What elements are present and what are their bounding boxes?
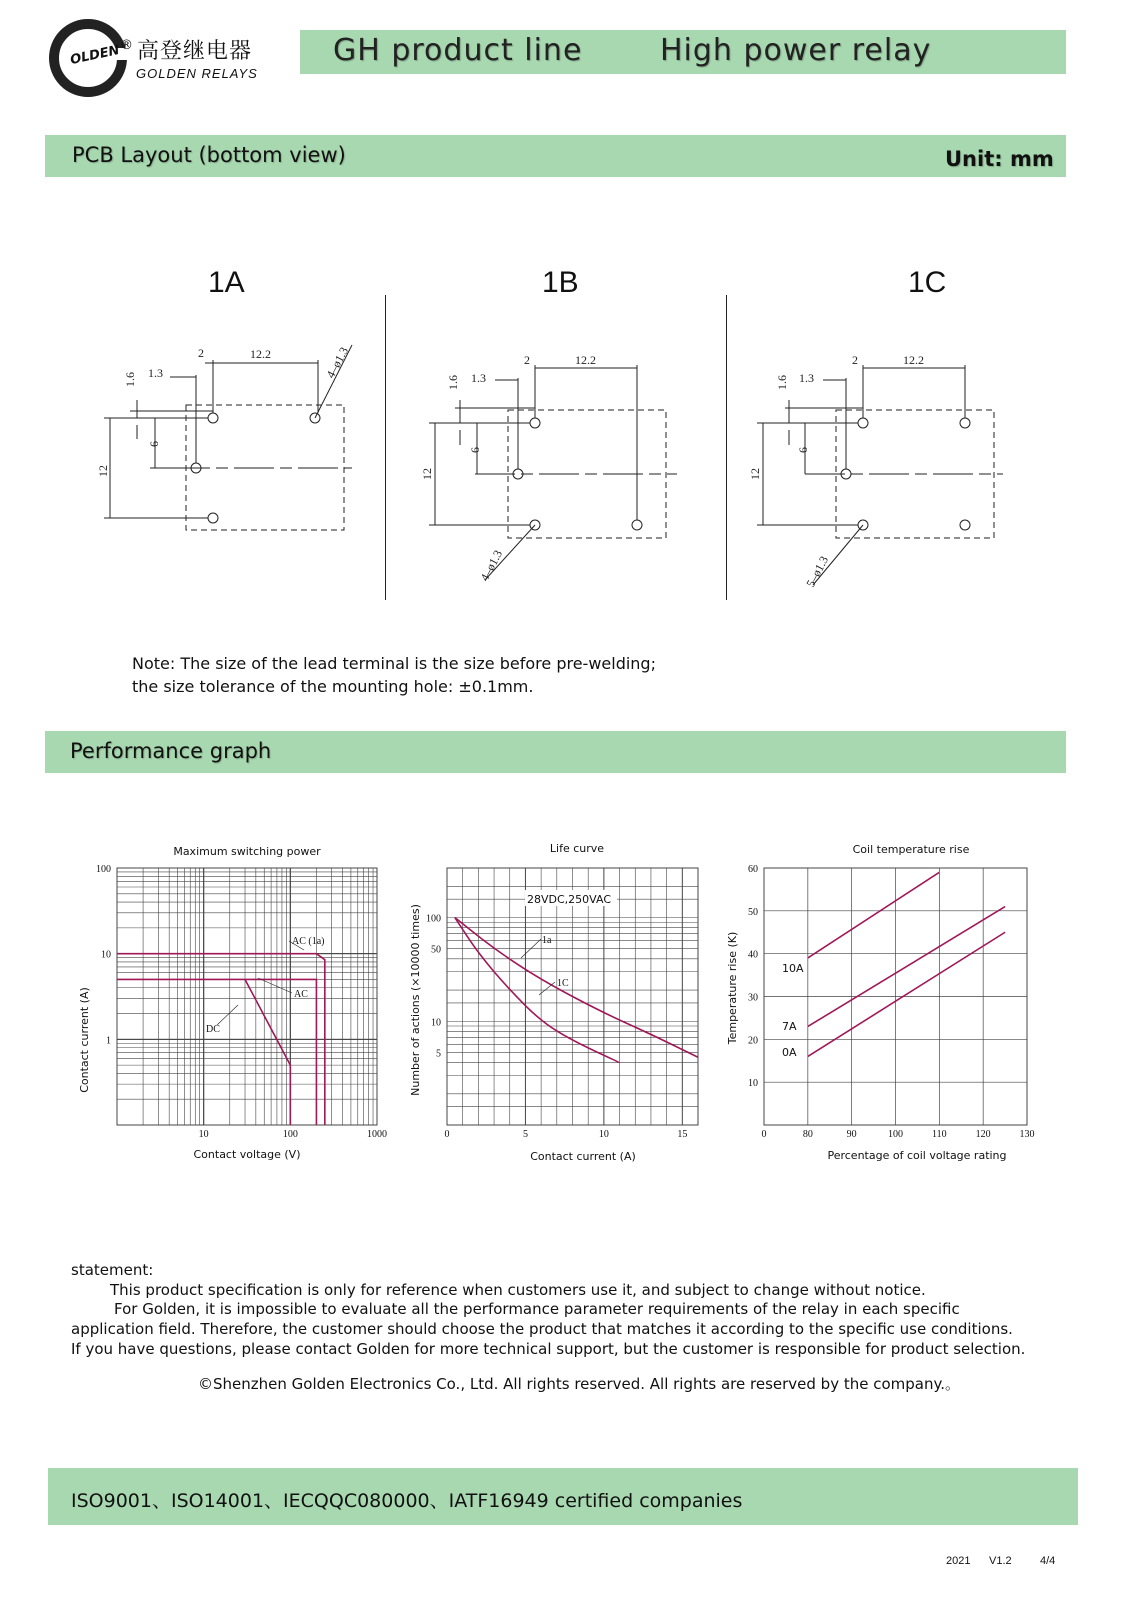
logo-letters: OLDEN (68, 42, 121, 69)
x-tick-label: 0 (444, 1129, 450, 1140)
y-tick-label: 100 (96, 864, 111, 875)
y-tick-label: 50 (431, 944, 441, 956)
statement-line3: application field. Therefore, the customer should choose the product that matches it according to the specific use conditions. (71, 1320, 1013, 1338)
statement-line4: If you have questions, please contact Golden for more technical support, but the customer is responsible for product selection. (71, 1340, 1026, 1358)
dim-6: 6 (147, 441, 161, 447)
hole-callout-1b: 4–ø1.3 (477, 547, 506, 584)
hole-callout-1c: 5–ø1.3 (803, 553, 832, 590)
dim-12-2: 12.2 (250, 347, 271, 361)
y-axis-label: Temperature rise (K) (726, 931, 739, 1045)
version-year: 2021 (946, 1555, 971, 1567)
series-label-10a: 10A (782, 962, 804, 975)
series-label-dc: DC (206, 1024, 220, 1035)
pcb-drawing-1c (745, 340, 1025, 595)
version-number: V1.2 (989, 1555, 1012, 1567)
pcb-drawing-1b (415, 340, 695, 590)
unit-label: Unit: mm (945, 147, 1054, 171)
series-label-1c: 1C (557, 978, 569, 989)
y-tick-label: 10 (431, 1017, 441, 1029)
x-tick-label: 100 (282, 1129, 298, 1140)
x-tick-label: 110 (932, 1129, 947, 1140)
dim-1-3: 1.3 (148, 366, 163, 380)
statement-label: statement: (71, 1261, 154, 1279)
brand-en: GOLDEN RELAYS (136, 66, 258, 81)
dim-1-6: 1.6 (775, 375, 789, 390)
x-axis-label: Contact voltage (V) (193, 1148, 301, 1161)
y-tick-label: 30 (748, 992, 758, 1004)
dim-12-2: 12.2 (575, 353, 596, 367)
divider-right (726, 295, 727, 600)
series-label-7a: 7A (782, 1020, 797, 1033)
pcb-section-title: PCB Layout (bottom view) (72, 143, 346, 167)
dim-6: 6 (468, 447, 482, 453)
dim-2: 2 (852, 353, 858, 367)
series-line-2 (245, 979, 290, 1125)
y-tick-label: 40 (748, 949, 758, 961)
dim-12: 12 (96, 465, 110, 477)
chart-title: Coil temperature rise (852, 843, 970, 856)
y-tick-label: 10 (101, 949, 111, 961)
x-tick-label: 15 (677, 1129, 688, 1140)
hole (858, 418, 868, 428)
hole (632, 520, 642, 530)
y-tick-label: 20 (748, 1035, 758, 1047)
x-tick-label: 90 (846, 1129, 857, 1140)
hole (960, 520, 970, 530)
dim-12-2: 12.2 (903, 353, 924, 367)
variant-label-1c: 1C (908, 266, 947, 299)
logo-registered: ® (120, 38, 133, 53)
chart-life-curve (405, 835, 710, 1170)
series-label-1a: 1a (542, 935, 552, 946)
pcb-drawing-1a (90, 335, 370, 555)
x-tick-label: 10 (598, 1129, 609, 1140)
y-tick-label: 60 (748, 864, 758, 875)
product-type: High power relay (660, 33, 932, 68)
hole-callout-1a: 4–ø1.3 (323, 344, 352, 381)
x-axis-label: Percentage of coil voltage rating (827, 1149, 1007, 1162)
x-tick-label: 0 (761, 1129, 767, 1140)
y-tick-label: 5 (436, 1048, 441, 1060)
pcb-note-line1: Note: The size of the lead terminal is the size before pre-welding; (132, 654, 656, 673)
dim-1-6: 1.6 (446, 375, 460, 390)
chart-title: Life curve (549, 842, 605, 855)
divider-left (385, 295, 386, 600)
series-line-0 (455, 918, 698, 1058)
certifications: ISO9001、ISO14001、IECQQC080000、IATF16949 certified companies (71, 1490, 743, 1512)
statement-line1: This product specification is only for reference when customers use it, and subject to change without notice. (110, 1281, 926, 1299)
dim-6: 6 (796, 447, 810, 453)
pcb-note-line2: the size tolerance of the mounting hole: ±0.1mm. (132, 677, 534, 696)
statement-line2: For Golden, it is impossible to evaluate all the performance parameter requirements of the relay in each specific (114, 1300, 960, 1318)
chart-annotation: 28VDC,250VAC (527, 893, 611, 906)
dim-1-3: 1.3 (799, 371, 814, 385)
dim-1-3: 1.3 (471, 371, 486, 385)
x-tick-label: 100 (888, 1129, 903, 1140)
page-number: 4/4 (1040, 1555, 1056, 1567)
y-tick-label: 100 (426, 913, 441, 925)
dim-1-6: 1.6 (123, 372, 137, 387)
series-label-0a: 0A (782, 1046, 797, 1059)
brand-cn: 高登继电器 (137, 39, 253, 64)
dim-2: 2 (198, 346, 204, 360)
hole (208, 413, 218, 423)
series-label-ac: AC (294, 989, 308, 1000)
dim-12: 12 (420, 468, 434, 480)
y-axis-label: Contact current (A) (78, 987, 91, 1093)
hole (208, 513, 218, 523)
variant-label-1b: 1B (542, 266, 579, 299)
chart-coil-temperature-rise (722, 835, 1042, 1170)
performance-section-title: Performance graph (70, 739, 272, 763)
x-tick-label: 120 (975, 1129, 991, 1140)
x-tick-label: 1000 (367, 1129, 387, 1140)
x-tick-label: 10 (198, 1129, 209, 1140)
series-line-1 (808, 907, 1005, 1027)
series-line-0 (808, 872, 940, 958)
x-tick-label: 130 (1019, 1129, 1035, 1140)
plot-frame (117, 868, 377, 1125)
y-tick-label: 1 (106, 1035, 111, 1047)
x-tick-label: 5 (522, 1129, 528, 1140)
product-line: GH product line (333, 33, 583, 68)
hole (530, 418, 540, 428)
series-line-2 (808, 932, 1005, 1056)
y-tick-label: 10 (748, 1078, 758, 1090)
dim-12: 12 (748, 468, 762, 480)
x-tick-label: 80 (802, 1129, 813, 1140)
dim-2: 2 (524, 353, 530, 367)
copyright: ©Shenzhen Golden Electronics Co., Ltd. All rights reserved. All rights are reserved by the company.。 (198, 1375, 960, 1393)
series-label-ac1a: AC (1a) (292, 936, 325, 947)
chart-max-switching-power (72, 835, 392, 1170)
variant-label-1a: 1A (208, 266, 245, 299)
hole (960, 418, 970, 428)
chart-title: Maximum switching power (173, 845, 321, 858)
x-axis-label: Contact current (A) (530, 1150, 636, 1163)
y-tick-label: 50 (748, 906, 758, 918)
y-axis-label: Number of actions (×10000 times) (409, 904, 422, 1096)
